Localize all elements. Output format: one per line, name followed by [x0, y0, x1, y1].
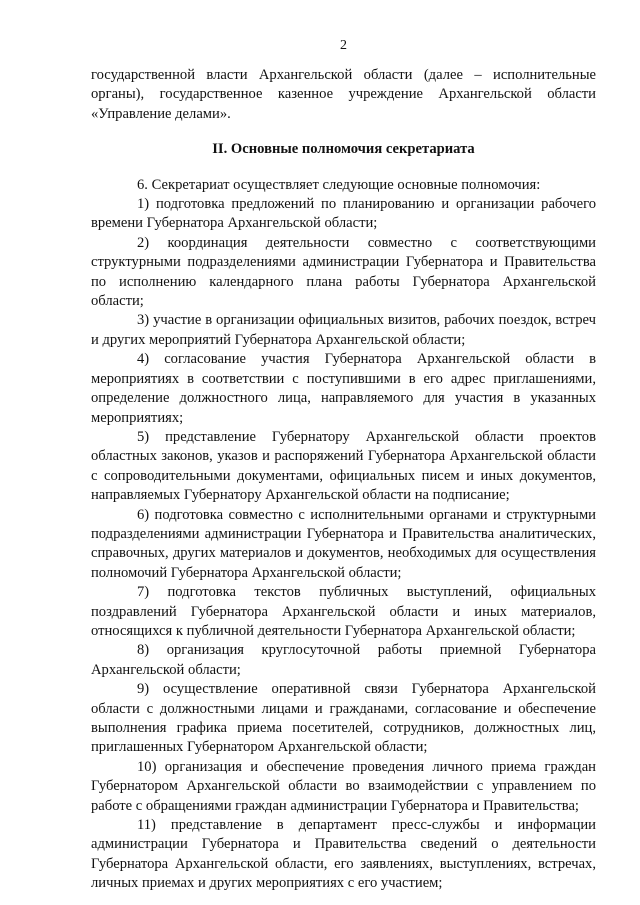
- item-10: 10) организация и обеспечение проведения личного приема граждан Губернатором Архангельской области во взаимодействии с управлением по работе с обращениями граждан администрации Губернатора и Правительства;: [91, 758, 596, 814]
- item-11: 11) представление в департамент пресс-службы и информации администрации Губернатора и Правительства сведений о деятельности Губернатора Архангельской области, его заявлениях, выступлениях, встречах, личных приемах и других мероприятиях с его участием;: [91, 817, 596, 892]
- item-3: 3) участие в организации официальных визитов, рабочих поездок, встреч и других мероприятий Губернатора Архангельской области;: [91, 312, 596, 348]
- item-9: 9) осуществление оперативной связи Губернатора Архангельской области с должностными лицами и гражданами, согласование и обеспечение выполнения графика приема посетителей, сотрудников, должностных лиц, приглашенных Губернатором Архангельской области;: [91, 681, 596, 756]
- paragraph-6: 6. Секретариат осуществляет следующие основные полномочия:: [137, 176, 541, 193]
- item-7: 7) подготовка текстов публичных выступлений, официальных поздравлений Губернатора Архангельской области и иных материалов, относящихся к публичной деятельности Губернатора Архангельской области;: [91, 584, 596, 639]
- item-2: 2) координация деятельности совместно с соответствующими структурными подразделениями администрации Губернатора и Правительства по исполнению календарного плана работы Губернатора Архангельской области;: [91, 234, 596, 310]
- page-number: 2: [340, 38, 347, 53]
- item-4: 4) согласование участия Губернатора Архангельской области в мероприятиях в соответствии с поступившими в его адрес приглашениями, определение должностного лица, направляемого для участия в указанных мероприятиях;: [91, 351, 596, 426]
- section-heading: II. Основные полномочия секретариата: [212, 141, 475, 158]
- item-8: 8) организация круглосуточной работы приемной Губернатора Архангельской области;: [91, 642, 596, 678]
- item-6: 6) подготовка совместно с исполнительными органами и структурными подразделениями администрации Губернатора и Правительства аналитических, справочных, других материалов и документов, необходимых для осуществления полномочий Губернатора Архангельской области;: [91, 506, 596, 581]
- item-5: 5) представление Губернатору Архангельской области проектов областных законов, указов и распоряжений Губернатора Архангельской области с сопроводительными документами, официальных писем и иных документов, направляемых Губернатору Архангельской области на подписание;: [91, 428, 596, 504]
- item-1: 1) подготовка предложений по планированию и организации рабочего времени Губернатора Архангельской области;: [91, 196, 596, 232]
- intro-paragraph: государственной власти Архангельской области (далее – исполнительные органы), государственное казенное учреждение Архангельской области «Управление делами».: [91, 67, 596, 122]
